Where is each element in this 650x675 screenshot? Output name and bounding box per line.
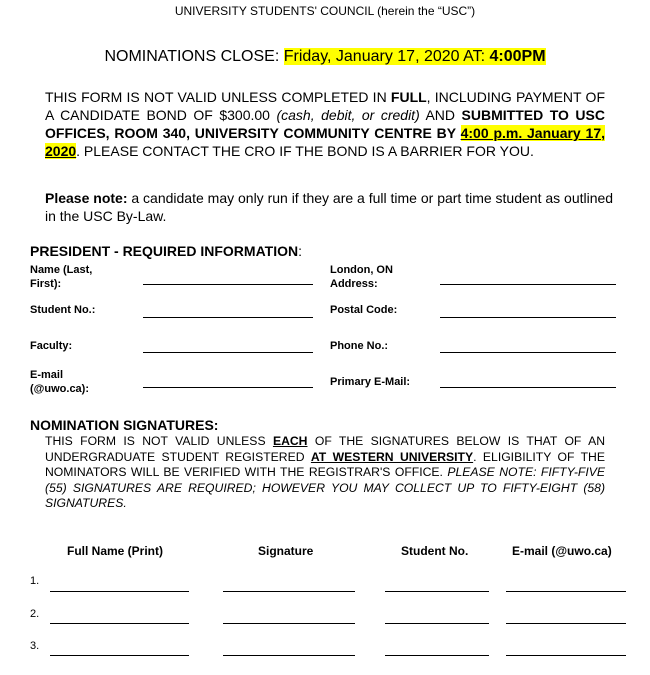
row-student-no-field[interactable] [385, 623, 489, 624]
signatures-notice: THIS FORM IS NOT VALID UNLESS EACH OF THE SIGNATURES BELOW IS THAT OF AN UNDERGRADUATE STUDENT REGISTERED AT WESTERN UNIVERSITY. ELIGIBILITY OF THE NOMINATORS WILL BE VERIFIED WITH THE REGISTRAR'S OFFICE. PLEASE NOTE: FIFTY-FIVE (55) SIGNATURES ARE REQUIRED; HOWEVER YOU MAY COLLECT UP TO FIFTY-EIGHT (58) SIGNATURES. [45, 434, 605, 510]
primary-email-field[interactable] [440, 387, 616, 388]
primary-email-label: Primary E-Mail: [330, 376, 411, 388]
faculty-field[interactable] [143, 352, 313, 353]
row-name-field[interactable] [50, 591, 189, 592]
column-email: E-mail (@uwo.ca) [512, 544, 612, 558]
column-signature: Signature [258, 544, 314, 558]
row-email-field[interactable] [506, 623, 626, 624]
phone-label: Phone No.: [330, 340, 389, 352]
nominations-close-time: 4:00PM [489, 48, 546, 65]
nominations-close-date: Friday, January 17, 2020 AT: 4:00PM [283, 48, 546, 65]
row-number: 3. [30, 640, 40, 652]
student-no-field[interactable] [143, 317, 313, 318]
eligibility-note: Please note: a candidate may only run if they are a full time or part time student as outlined in the USC By-Law. [45, 190, 614, 224]
row-signature-field[interactable] [223, 623, 355, 624]
signatures-heading: NOMINATION SIGNATURES: [30, 417, 219, 433]
row-number: 2. [30, 608, 40, 620]
row-email-field[interactable] [506, 591, 626, 592]
student-no-label: Student No.: [30, 304, 96, 316]
nominations-close-label: NOMINATIONS CLOSE: [104, 48, 280, 65]
row-signature-field[interactable] [223, 591, 355, 592]
faculty-label: Faculty: [30, 340, 73, 352]
row-name-field[interactable] [50, 655, 189, 656]
address-field[interactable] [440, 284, 616, 285]
row-name-field[interactable] [50, 623, 189, 624]
column-full-name: Full Name (Print) [67, 544, 164, 558]
row-email-field[interactable] [506, 655, 626, 656]
president-heading: PRESIDENT - REQUIRED INFORMATION: [30, 243, 302, 259]
postal-code-field[interactable] [440, 317, 616, 318]
phone-field[interactable] [440, 352, 616, 353]
name-label: Name (Last, First): [30, 264, 93, 290]
row-signature-field[interactable] [223, 655, 355, 656]
row-student-no-field[interactable] [385, 591, 489, 592]
postal-code-label: Postal Code: [330, 304, 398, 316]
email-field[interactable] [143, 387, 313, 388]
name-field[interactable] [143, 284, 313, 285]
address-label: London, ON Address: [330, 264, 393, 290]
nominations-close [0, 48, 650, 66]
submission-deadline: 4:00 p.m. January 17, 2020 [45, 125, 605, 159]
validity-notice: THIS FORM IS NOT VALID UNLESS COMPLETED IN FULL, INCLUDING PAYMENT OF A CANDIDATE BOND OF $300.00 (cash, debit, or credit) AND SUBMITTED TO USC OFFICES, ROOM 340, UNIVERSITY COMMUNITY CENTRE BY 4:00 p.m. January 17, 2020. PLEASE CONTACT THE CRO IF THE BOND IS A BARRIER FOR YOU. [45, 89, 605, 159]
email-label: E-mail (@uwo.ca): [30, 369, 90, 395]
row-number: 1. [30, 575, 40, 587]
row-student-no-field[interactable] [385, 655, 489, 656]
column-student-no: Student No. [401, 544, 469, 558]
council-header: UNIVERSITY STUDENTS' COUNCIL (herein the “USC”) [174, 4, 476, 18]
